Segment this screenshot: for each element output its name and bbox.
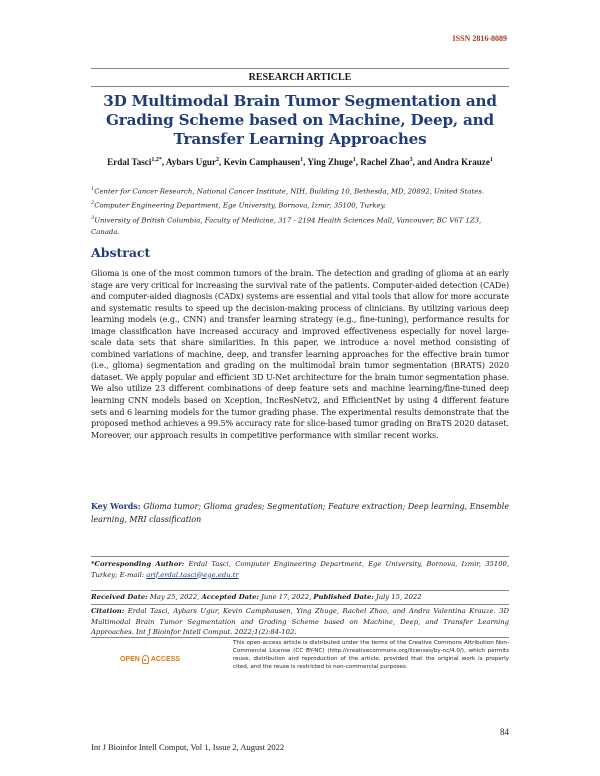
abstract-heading: Abstract: [91, 245, 151, 260]
author: Aybars Ugur$^2$,: [165, 157, 224, 168]
affiliation: $^3$University of British Columbia, Faculty of Medicine, 317 - 2194 Health Sciences Mall, Vancouver, BC V6T 1Z3, Canada.: [91, 214, 482, 236]
author-list: [91, 152, 509, 171]
keywords-list: Glioma tumor; Glioma grades; Segmentation; Feature extraction; Deep learning, Ensemble learning, MRI classification: [91, 502, 509, 524]
meta-divider-2: [91, 590, 509, 591]
author: Andra Krauze$^1$: [433, 157, 493, 168]
issn: ISSN 2816-8089: [452, 34, 507, 43]
page-number: 84: [500, 727, 509, 737]
abstract-body: Glioma is one of the most common tumors of the brain. The detection and grading of glioma at an early stage are very critical for increasing the survival rate of the patients. Computer-aided detection (CADe) and computer-aided diagnosis (CADx) systems are essential and vital tools that allow for more accurate and systematic results to speed up the decision-making process of clinicians. By utilizing various deep learning models (e.g., CNN) and transfer learning strategy (e.g., fine-tuning), performance results for image classification have increased accuracy and improved effectiveness especially for novel large-scale data sets that share similarities. In this paper, we introduce a novel method consisting of combined variations of machine, deep, and transfer learning approaches for the effective brain tumor (i.e., glioma) segmentation and grading on the multimodal brain tumor segmentation (BRATS) 2020 dataset. We apply popular and efficient 3D U-Net architecture for the brain tumor segmentation phase. We also utilize 23 different combinations of deep feature sets and machine learning/fine-tuned deep learning CNN models based on Xception, IncResNetv2, and EfficientNet by using 4 different feature sets and 6 learning models for the tumor grading phase. The experimental results demonstrate that the proposed method achieves a 99.5% accuracy rate for slice-based tumor grading on BraTS 2020 dataset. Moreover, our approach results in competitive performance with similar recent works.: [91, 269, 509, 440]
corresponding-author: *Corresponding Author: Erdal Tasci, Computer Engineering Department, Ege University, Bornova, Izmir, 35100, Turkey; E-mail: arif.erdal.tasci@ege.edu.tr: [91, 560, 509, 579]
article-type: RESEARCH ARTICLE: [248, 72, 352, 83]
author: Rachel Zhao$^3$, and: [360, 157, 434, 168]
keywords: [91, 501, 509, 526]
meta-divider-1: [91, 556, 509, 557]
affiliation: $^2$Computer Engineering Department, Ege University, Bornova, Izmir, 35100, Turkey.: [91, 200, 386, 210]
paper-title: 3D Multimodal Brain Tumor Segmentation and Grading Scheme based on Machine, Deep, and Transfer Learning Approaches: [103, 92, 497, 148]
journal-footer: Int J Bioinfor Intell Comput, Vol 1, Issue 2, August 2022: [91, 742, 285, 752]
affiliations: [91, 183, 509, 238]
publication-dates: Received Date: May 25, 2022, Accepted Date: June 17, 2022, Published Date: July 15, 2022: [91, 593, 422, 601]
affiliation: $^1$Center for Cancer Research, National Cancer Institute, NIH, Building 10, Bethesda, MD, 20892, United States.: [91, 186, 485, 196]
author: Erdal Tasci$^{1,2*}$,: [107, 157, 166, 168]
citation: Citation: Erdal Tasci, Aybars Ugur, Kevin Camphausen, Ying Zhuge, Rachel Zhao, and Andra Valentina Krauze. 3D Multimodal Brain Tumor Segmentation and Grading Scheme based on Machine, Deep, and Transfer Learning Approaches. Int J Bioinfor Intell Comput. 2022;1(2):84-102.: [91, 607, 509, 636]
keywords-label: Key Words:: [91, 502, 141, 511]
top-divider: [91, 68, 509, 69]
author: Ying Zhuge$^1$,: [307, 157, 361, 168]
open-access-logo: OPEN ACCESS: [120, 655, 180, 663]
meta-divider-3: [91, 604, 509, 605]
meta-divider-4: [91, 637, 509, 638]
license-text: This open-access article is distributed under the terms of the Creative Commons Attribution Non-Commercial License (CC BY-NC) (http://creativecommons.org/licenses/by-nc/4.0/), which permits reuse, distribution and reproduction of the article, provided that the original work is properly cited, and the reuse is restricted to non-commercial purposes.: [233, 640, 509, 671]
author: Kevin Camphausen$^1$,: [223, 157, 308, 168]
open-lock-icon: [142, 655, 149, 664]
article-type-divider: [91, 86, 509, 87]
email-link[interactable]: arif.erdal.tasci@ege.edu.tr: [146, 570, 239, 579]
